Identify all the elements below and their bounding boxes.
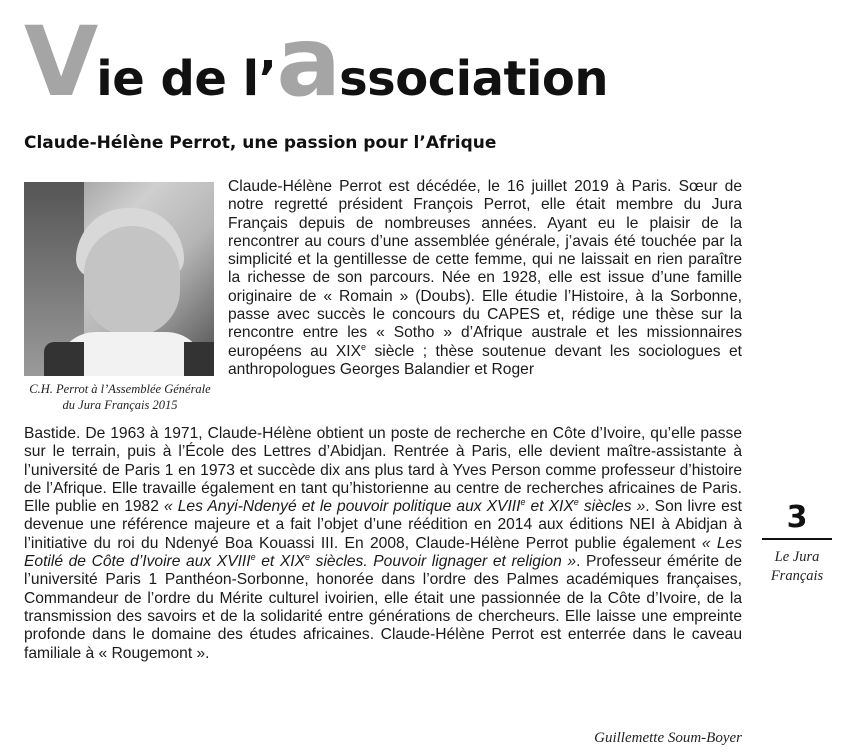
journal-name-line1: Le Jura (774, 549, 820, 565)
book-title-2c: siècles. Pouvoir lignager et religion » (310, 553, 577, 571)
photo-caption-line1: C.H. Perrot à l’Assemblée Générale (29, 382, 211, 396)
superscript-e: e (250, 551, 256, 562)
book-title-1a: « Les Anyi-Ndenyé et le pouvoir politique aux XVIII (163, 498, 521, 516)
paragraph-career: Bastide. De 1963 à 1971, Claude-Hélène obtient un poste de recherche en Côte d’Ivoire, qu’elle passe sur le terrain, puis à l’École des Lettres d’Abidjan. Rentrée à Paris, elle devient maître-assistante à l’université de Paris 1 en 1973 et succède dix ans plus tard à Yves Person comme professeur d’histoire de l’Afrique. Elle travaille également en tant qu’historienne au centre de recherches africaines de Paris. Elle publie en 1982 (24, 425, 742, 516)
journal-name (755, 548, 839, 586)
photo-caption-line2: du Jura Français 2015 (62, 398, 178, 412)
author-signature: Guillemette Soum-Boyer (594, 730, 742, 746)
section-header (24, 6, 609, 118)
book-title-2a: « Les Eotilé de Côte d’Ivoire aux XVIII (24, 534, 742, 571)
superscript-e: e (573, 497, 579, 507)
superscript-e: e (361, 341, 367, 352)
header-initial-v: V (24, 6, 97, 118)
paragraph-intro: Claude-Hélène Perrot est décédée, le 16 juillet 2019 à Paris. Sœur de notre regretté président François Perrot, elle était membre du Jura Français depuis de nombreuses années. Ayant eu le plaisir de la rencontrer au cours d’une assemblée générale, j’avais été touchée par la simplicité et la gentillesse de cette femme, qui ne laissait en rien paraître la richesse de son parcours. Née en 1928, elle est issue d’une famille originaire de « Romain » (Doubs). Elle étudie l’Histoire, à la Sorbonne, passe avec succès le concours du CAPES et, rédige une thèse sur la rencontre entre les « Sotho » d’Afrique australe et les missionnaires européens au XIX (228, 178, 742, 360)
superscript-e: e (305, 551, 311, 562)
superscript-e: e (520, 497, 526, 507)
book-title-1b: et XIX (525, 498, 574, 516)
article-body-right-column (228, 178, 742, 379)
article-title: Claude-Hélène Perrot, une passion pour l’Afrique (24, 133, 497, 153)
portrait-photo (24, 182, 214, 376)
paragraph-intro-end: siècle ; thèse soutenue devant les sociologues et anthropologues Georges Balandier et Roger (228, 342, 742, 378)
book-title-2b: et XIX (255, 553, 306, 571)
sidebar-divider (762, 538, 832, 540)
book-title-1c: siècles » (578, 498, 646, 516)
header-text-part2: ssociation (339, 51, 609, 107)
header-text-part1: ie de l’ (96, 51, 277, 107)
paragraph-honors: . Professeur émérite de l’université Paris 1 Panthéon-Sorbonne, honorée dans l’ordre des Palmes académiques françaises, Commandeur de l’ordre du Mérite culturel ivoirien, elle était une passionnée de la Côte d’Ivoire, de la transmission des savoirs et de la solidarité entre générations de chercheurs. Elle laisse une empreinte profonde dans le domaine des études africaines. Claude-Hélène Perrot est enterrée dans le caveau familiale à « Rougemont ». (24, 553, 742, 662)
photo-caption (24, 381, 216, 413)
page-number: 3 (786, 500, 808, 535)
paragraph-publications: . Son livre est devenue une référence majeure et a fait l’objet d’une réédition en 2014 aux éditions NEI à Abidjan à l’initiative du roi du Ndenyé Boa Kouassi III. En 2008, Claude-Hélène Perrot publie également (24, 498, 742, 552)
journal-name-line2: Français (770, 568, 824, 584)
article-body-full-width (24, 425, 742, 663)
header-initial-a: a (276, 6, 340, 118)
